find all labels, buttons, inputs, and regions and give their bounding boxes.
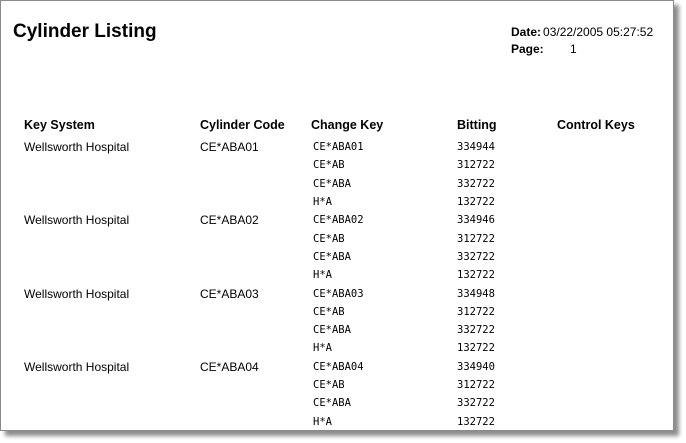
change-key-cell: CE*ABA04: [313, 360, 364, 373]
cylinder-code-cell: CE*ABA03: [200, 286, 259, 301]
change-key-list: [1, 138, 675, 211]
bitting-cell: 132722: [457, 342, 495, 355]
table-row: [1, 266, 675, 284]
date-row: [511, 25, 653, 42]
change-key-cell: CE*ABA01: [313, 141, 364, 153]
table-row: [1, 358, 675, 376]
table-row: [1, 193, 675, 211]
date-value: 03/22/2005 05:27:52: [543, 25, 654, 39]
column-header-cylinder-code: Cylinder Code: [200, 118, 285, 132]
bitting-cell: 312722: [457, 232, 495, 245]
change-key-cell: H*A: [313, 269, 332, 282]
change-key-cell: CE*ABA: [313, 397, 351, 410]
key-system-cell: Wellsworth Hospital: [24, 286, 130, 301]
key-system-cell: Wellsworth Hospital: [24, 140, 130, 154]
change-key-cell: CE*AB: [313, 159, 345, 172]
cylinder-group: [1, 138, 675, 211]
table-row: [1, 211, 675, 229]
bitting-cell: 332722: [457, 177, 495, 190]
bitting-cell: 132722: [457, 195, 495, 208]
table-row: [1, 413, 675, 431]
cylinder-code-cell: CE*ABA02: [200, 213, 259, 228]
table-row: [1, 394, 675, 412]
table-row: [1, 138, 675, 156]
column-header-key-system: Key System: [24, 118, 95, 132]
bitting-cell: 332722: [457, 324, 495, 337]
bitting-cell: 312722: [457, 379, 495, 392]
bitting-cell: 334944: [457, 141, 495, 153]
table-row: [1, 156, 675, 174]
bitting-cell: 334940: [457, 360, 495, 373]
column-header-control-keys: Control Keys: [557, 118, 635, 132]
cylinder-table: [1, 138, 675, 431]
table-row: [1, 376, 675, 394]
report-title: Cylinder Listing: [13, 21, 157, 42]
change-key-list: [1, 285, 675, 358]
date-label: Date:: [511, 25, 542, 39]
bitting-cell: 132722: [457, 415, 495, 428]
table-row: [1, 339, 675, 357]
bitting-cell: 332722: [457, 397, 495, 410]
page-row: [511, 42, 653, 59]
table-row: [1, 230, 675, 248]
key-system-cell: Wellsworth Hospital: [24, 359, 130, 374]
change-key-cell: CE*AB: [313, 379, 345, 392]
bitting-cell: 132722: [457, 269, 495, 282]
column-header-change-key: Change Key: [311, 118, 384, 132]
cylinder-group: [1, 211, 675, 284]
change-key-cell: CE*ABA: [313, 324, 351, 337]
change-key-cell: CE*ABA: [313, 177, 351, 190]
change-key-cell: H*A: [313, 342, 332, 355]
change-key-list: [1, 211, 675, 284]
bitting-cell: 334946: [457, 214, 495, 227]
cylinder-code-cell: CE*ABA04: [200, 359, 259, 374]
table-row: [1, 248, 675, 266]
bitting-cell: 332722: [457, 250, 495, 263]
change-key-cell: CE*AB: [313, 305, 345, 318]
bitting-cell: 312722: [457, 159, 495, 172]
cylinder-group: [1, 358, 675, 431]
page-number: 1: [570, 42, 577, 56]
change-key-cell: H*A: [313, 195, 332, 208]
bitting-cell: 334948: [457, 287, 495, 300]
column-header-bitting: Bitting: [457, 118, 497, 132]
change-key-cell: CE*ABA03: [313, 287, 364, 300]
table-row: [1, 175, 675, 193]
bitting-cell: 312722: [457, 305, 495, 318]
report-meta: [511, 25, 653, 59]
key-system-cell: Wellsworth Hospital: [24, 213, 130, 228]
cylinder-code-cell: CE*ABA01: [200, 140, 259, 154]
table-row: [1, 285, 675, 303]
cylinder-group: [1, 285, 675, 358]
change-key-cell: CE*ABA: [313, 250, 351, 263]
change-key-cell: CE*AB: [313, 232, 345, 245]
change-key-list: [1, 358, 675, 431]
page-label: Page:: [511, 42, 544, 56]
table-row: [1, 303, 675, 321]
table-row: [1, 321, 675, 339]
change-key-cell: CE*ABA02: [313, 214, 364, 227]
change-key-cell: H*A: [313, 415, 332, 428]
